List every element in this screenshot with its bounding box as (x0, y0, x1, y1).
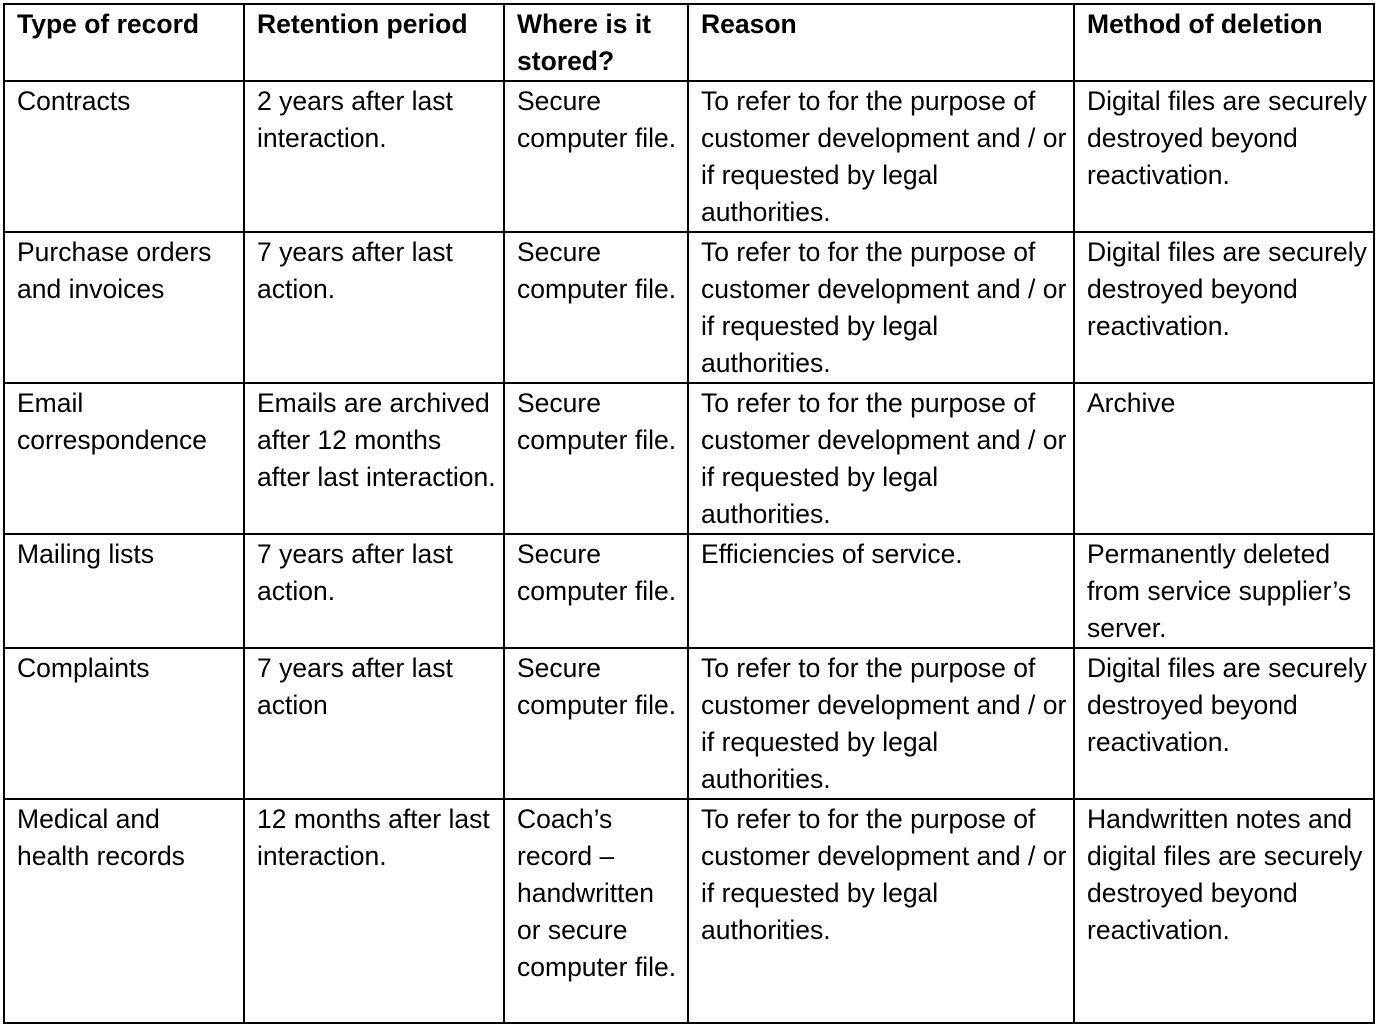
cell-reason: Efficiencies of service. (688, 534, 1074, 648)
cell-retention: Emails are archived after 12 months after last interaction. (244, 383, 504, 534)
cell-storage: Secure computer file. (504, 648, 688, 799)
cell-reason: To refer to for the purpose of customer development and / or if requested by legal authorities. (688, 799, 1074, 1023)
cell-type: Contracts (4, 81, 244, 232)
cell-storage: Secure computer file. (504, 232, 688, 383)
cell-reason: To refer to for the purpose of customer development and / or if requested by legal authorities. (688, 232, 1074, 383)
cell-storage: Secure computer file. (504, 534, 688, 648)
header-reason: Reason (688, 4, 1074, 81)
cell-deletion: Archive (1074, 383, 1374, 534)
header-storage-location: Where is it stored? (504, 4, 688, 81)
cell-type: Medical and health records (4, 799, 244, 1023)
table-row (4, 648, 1374, 799)
cell-reason: To refer to for the purpose of customer development and / or if requested by legal authorities. (688, 81, 1074, 232)
table-row (4, 534, 1374, 648)
cell-deletion: Permanently deleted from service supplier’s server. (1074, 534, 1374, 648)
cell-retention: 7 years after last action. (244, 534, 504, 648)
cell-storage: Secure computer file. (504, 81, 688, 232)
table-row (4, 383, 1374, 534)
cell-reason: To refer to for the purpose of customer development and / or if requested by legal authorities. (688, 648, 1074, 799)
cell-type: Complaints (4, 648, 244, 799)
table-row (4, 232, 1374, 383)
cell-deletion: Digital files are securely destroyed beyond reactivation. (1074, 648, 1374, 799)
cell-retention: 12 months after last interaction. (244, 799, 504, 1023)
cell-type: Mailing lists (4, 534, 244, 648)
header-method-of-deletion: Method of deletion (1074, 4, 1374, 81)
cell-reason: To refer to for the purpose of customer development and / or if requested by legal authorities. (688, 383, 1074, 534)
cell-storage: Secure computer file. (504, 383, 688, 534)
cell-deletion: Digital files are securely destroyed beyond reactivation. (1074, 81, 1374, 232)
header-retention-period: Retention period (244, 4, 504, 81)
cell-retention: 7 years after last action (244, 648, 504, 799)
cell-type: Email correspondence (4, 383, 244, 534)
retention-table (3, 3, 1375, 1024)
table-row (4, 81, 1374, 232)
cell-type: Purchase orders and invoices (4, 232, 244, 383)
header-type-of-record: Type of record (4, 4, 244, 81)
cell-storage: Coach’s record – handwritten or secure computer file. (504, 799, 688, 1023)
cell-retention: 2 years after last interaction. (244, 81, 504, 232)
cell-deletion: Digital files are securely destroyed beyond reactivation. (1074, 232, 1374, 383)
table-header-row (4, 4, 1374, 81)
table-row (4, 799, 1374, 1023)
cell-retention: 7 years after last action. (244, 232, 504, 383)
cell-deletion: Handwritten notes and digital files are securely destroyed beyond reactivation. (1074, 799, 1374, 1023)
